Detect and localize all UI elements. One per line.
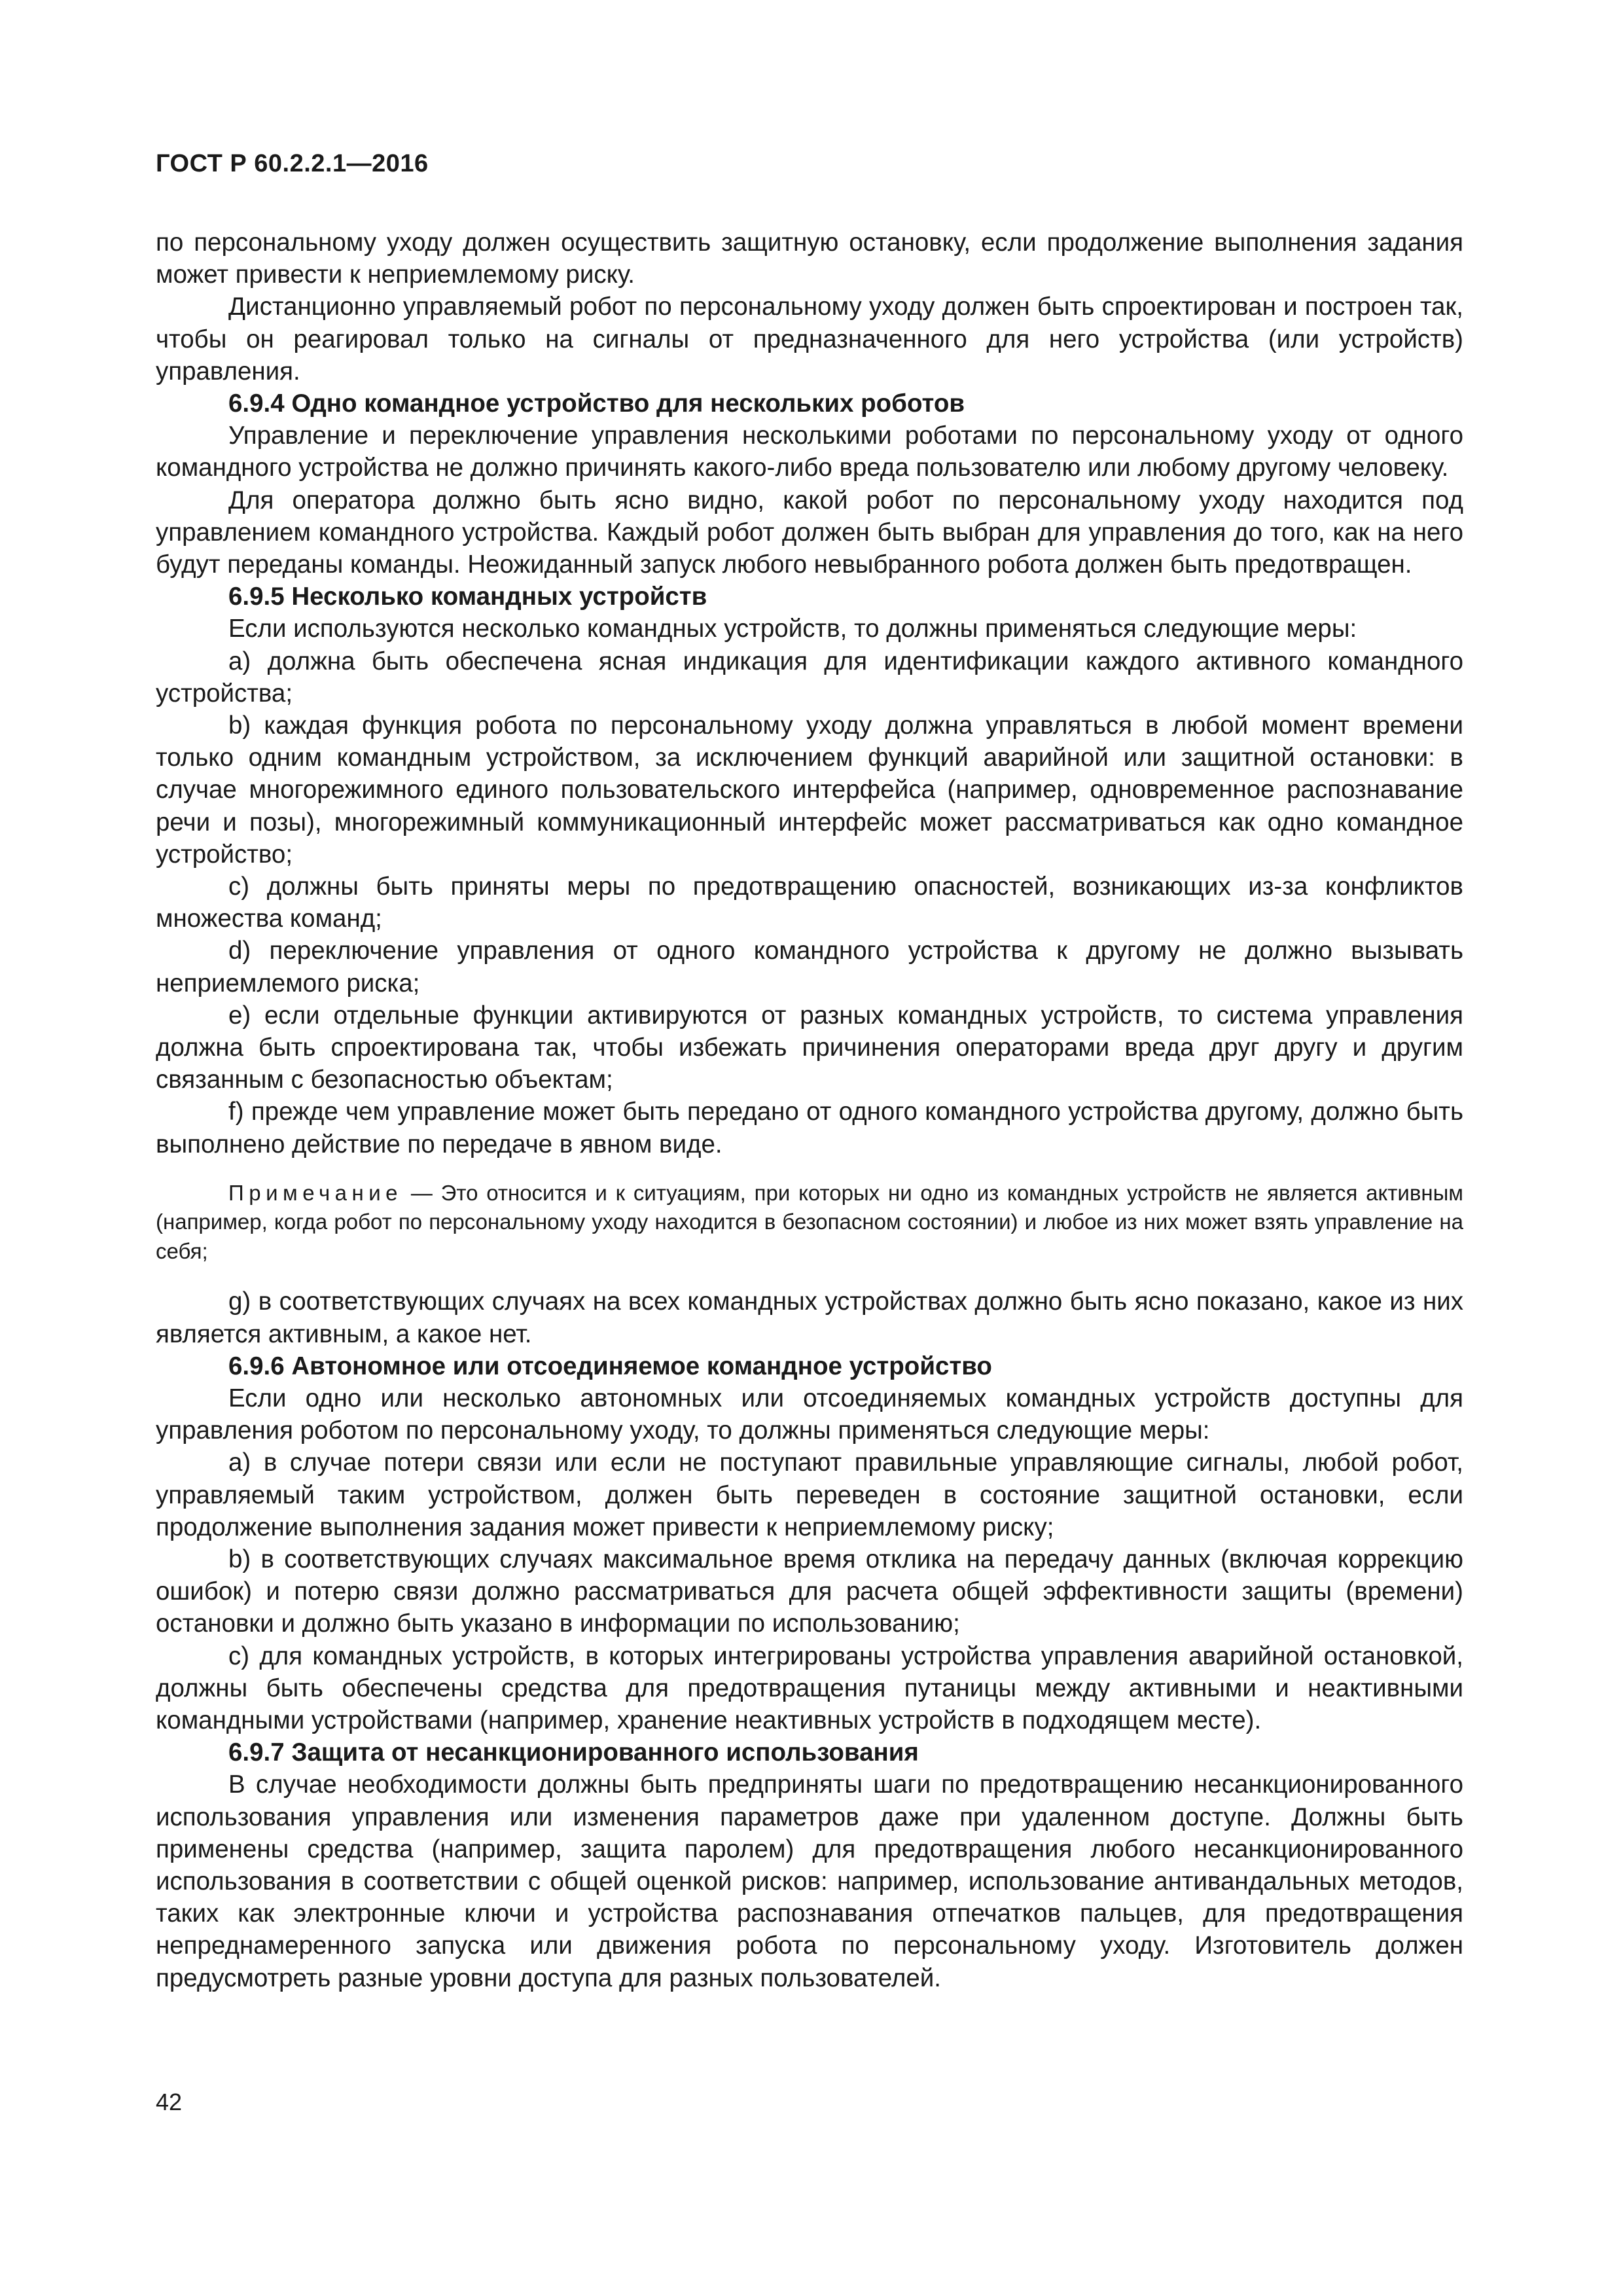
list-item-6-9-5-e: e) если отдельные функции активируются от разных командных устройств, то система управления должна быть спроектирована так, чтобы избежать причинения операторами вреда друг другу и другим связанным с безопасностью объектам; xyxy=(156,1001,1463,1094)
list-item-6-9-5-a: a) должна быть обеспечена ясная индикация для идентификации каждого активного командного устройства; xyxy=(156,647,1463,708)
list-item-6-9-6-b: b) в соответствующих случаях максимальное время отклика на передачу данных (включая коррекцию ошибок) и потерю связи должно рассматриваться для расчета общей эффективности защиты (времени) остановки и должно быть указано в информации по использованию; xyxy=(156,1545,1463,1638)
section-heading-6-9-7: 6.9.7 Защита от несанкционированного использования xyxy=(228,1738,919,1767)
section-heading-6-9-6: 6.9.6 Автономное или отсоединяемое командное устройство xyxy=(228,1352,992,1380)
list-item-6-9-6-c: c) для командных устройств, в которых интегрированы устройства управления аварийной остановкой, должны быть обеспечены средства для предотвращения путаницы между активными и неактивными командными устройствами (например, хранение неактивных устройств в подходящем месте). xyxy=(156,1641,1463,1735)
list-item-6-9-5-d: d) переключение управления от одного командного устройства к другому не должно вызывать неприемлемого риска; xyxy=(156,937,1463,997)
page-content xyxy=(156,226,1463,1994)
paragraph-continued: по персональному уходу должен осуществить защитную остановку, если продолжение выполнения задания может привести к неприемлемому риску. xyxy=(156,228,1463,289)
document-header: ГОСТ Р 60.2.2.1—2016 xyxy=(156,150,429,177)
section-heading-6-9-4: 6.9.4 Одно командное устройство для нескольких роботов xyxy=(228,389,965,418)
list-item-6-9-5-g: g) в соответствующих случаях на всех командных устройствах должно быть ясно показано, какое из них является активным, а какое нет. xyxy=(156,1287,1463,1348)
paragraph-6-9-6-intro: Если одно или несколько автономных или отсоединяемых командных устройств доступны для управления роботом по персональному уходу, то должны применяться следующие меры: xyxy=(156,1384,1463,1445)
note-text: — Это относится и к ситуациям, при которых ни одно из командных устройств не является активным (например, когда робот по персональному уходу находится в безопасном состоянии) и любое из них может взять управление на себя; xyxy=(156,1180,1463,1263)
paragraph-remote-control: Дистанционно управляемый робот по персональному уходу должен быть спроектирован и построен так, чтобы он реагировал только на сигналы от предназначенного для него устройства (или устройств) управления. xyxy=(156,293,1463,386)
paragraph-6-9-4-1: Управление и переключение управления несколькими роботами по персональному уходу от одного командного устройства не должно причинять какого-либо вреда пользователю или любому другому человеку. xyxy=(156,422,1463,482)
paragraph-6-9-5-intro: Если используются несколько командных устройств, то должны применяться следующие меры: xyxy=(228,615,1357,643)
list-item-6-9-5-c: c) должны быть приняты меры по предотвращению опасностей, возникающих из-за конфликтов множества команд; xyxy=(156,872,1463,933)
list-item-6-9-5-b: b) каждая функция робота по персональному уходу должна управляться в любой момент времени только одним командным устройством, за исключением функций аварийной или защитной остановки: в случае многорежимного единого пользовательского интерфейса (например, одновременное распознавание речи и позы), многорежимный коммуникационный интерфейс может рассматриваться как одно командное устройство; xyxy=(156,711,1463,869)
note xyxy=(156,1179,1463,1266)
note-label: Примечание xyxy=(228,1180,403,1205)
section-heading-6-9-5: 6.9.5 Несколько командных устройств xyxy=(228,583,707,611)
page-number: 42 xyxy=(156,2089,183,2115)
list-item-6-9-6-a: a) в случае потери связи или если не поступают правильные управляющие сигналы, любой робот, управляемый таким устройством, должен быть переведен в состояние защитной остановки, если продолжение выполнения задания может привести к неприемлемому риску; xyxy=(156,1448,1463,1541)
paragraph-6-9-4-2: Для оператора должно быть ясно видно, какой робот по персональному уходу находится под управлением командного устройства. Каждый робот должен быть выбран для управления до того, как на него будут переданы команды. Неожиданный запуск любого невыбранного робота должен быть предотвращен. xyxy=(156,486,1463,579)
list-item-6-9-5-f: f) прежде чем управление может быть передано от одного командного устройства другому, должно быть выполнено действие по передаче в явном виде. xyxy=(156,1098,1463,1158)
paragraph-6-9-7: В случае необходимости должны быть предприняты шаги по предотвращению несанкционированного использования управления или изменения параметров даже при удаленном доступе. Должны быть применены средства (например, защита паролем) для предотвращения любого несанкционированного использования в соответствии с общей оценкой рисков: например, использование антивандальных методов, таких как электронные ключи и устройства распознавания отпечатков пальцев, для предотвращения непреднамеренного запуска или движения робота по персональному уходу. Изготовитель должен предусмотреть разные уровни доступа для разных пользователей. xyxy=(156,1770,1463,1992)
